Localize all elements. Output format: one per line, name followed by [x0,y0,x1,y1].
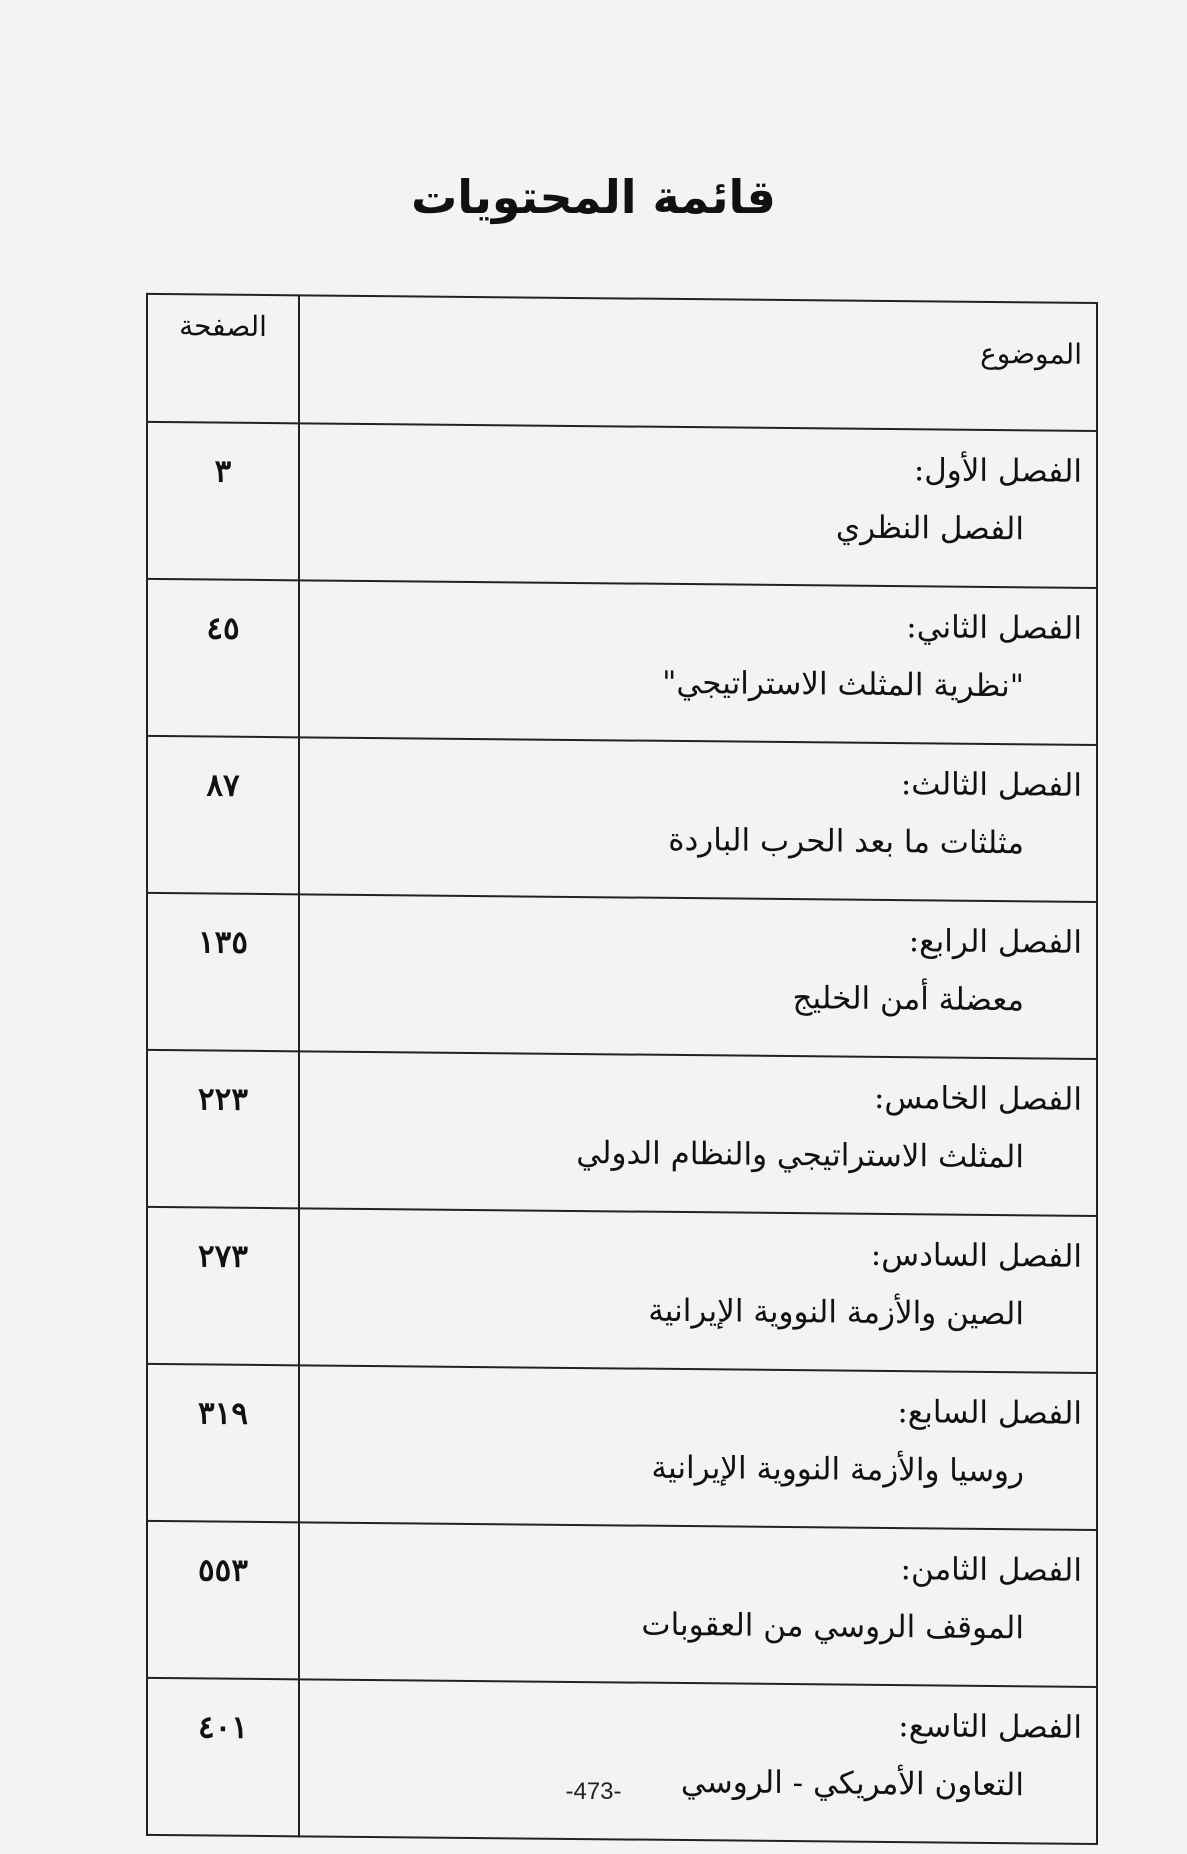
page-number-cell: ٤٠١ [147,1678,299,1836]
page-title: قائمة المحتويات [411,170,776,224]
header-topic: الموضوع [299,295,1097,431]
chapter-label: الفصل السابع: [897,1394,1082,1432]
topic-cell [299,580,1097,745]
chapter-label: الفصل التاسع: [898,1708,1082,1746]
chapter-subtitle: "نظرية المثلث الاستراتيجي" [662,664,1024,705]
page-number-cell: ٨٧ [147,736,299,894]
table-row [147,1050,1097,1216]
topic-cell [299,1208,1097,1373]
chapter-subtitle: التعاون الأمريكي - الروسي [680,1763,1024,1804]
page-number-cell: ٥٥٣ [147,1521,299,1679]
table-row [147,1207,1097,1373]
footer-page-number: -473- [565,1778,622,1805]
topic-cell [299,1365,1097,1530]
table-row [147,579,1097,745]
chapter-subtitle: الفصل النظري [835,509,1024,548]
chapter-subtitle: روسيا والأزمة النووية الإيرانية [651,1449,1024,1490]
page-number-cell: ٣١٩ [147,1364,299,1522]
chapter-subtitle: معضلة أمن الخليج [792,980,1024,1019]
chapter-label: الفصل الرابع: [908,923,1082,961]
table-row [147,893,1097,1059]
chapter-subtitle: الصين والأزمة النووية الإيرانية [648,1292,1024,1333]
table-row [147,422,1097,588]
page-number-cell: ٣ [147,422,299,580]
page-number-cell: ٢٢٣ [147,1050,299,1208]
chapter-subtitle: الموقف الروسي من العقوبات [641,1606,1024,1647]
topic-cell [299,1051,1097,1216]
table-row [147,736,1097,902]
chapter-label: الفصل الثالث: [900,766,1082,804]
contents-table [146,293,1098,1845]
topic-cell [299,1522,1097,1687]
chapter-subtitle: مثلثات ما بعد الحرب الباردة [668,821,1024,862]
page-number-cell: ١٣٥ [147,893,299,1051]
table-body [147,422,1097,1844]
header-page: الصفحة [147,294,299,423]
chapter-subtitle: المثلث الاستراتيجي والنظام الدولي [576,1134,1024,1176]
topic-cell [299,894,1097,1059]
table-row [147,1521,1097,1687]
page-number-cell: ٢٧٣ [147,1207,299,1365]
chapter-label: الفصل الثامن: [900,1551,1082,1589]
page-number-cell: ٤٥ [147,579,299,737]
topic-cell [299,423,1097,588]
chapter-label: الفصل السادس: [870,1236,1082,1275]
chapter-label: الفصل الأول: [913,452,1082,490]
topic-cell [299,1679,1097,1844]
chapter-label: الفصل الثاني: [906,609,1082,647]
table-row [147,1364,1097,1530]
chapter-label: الفصل الخامس: [873,1079,1082,1118]
table-header-row [147,294,1097,431]
table-row [147,1678,1097,1844]
topic-cell [299,737,1097,902]
